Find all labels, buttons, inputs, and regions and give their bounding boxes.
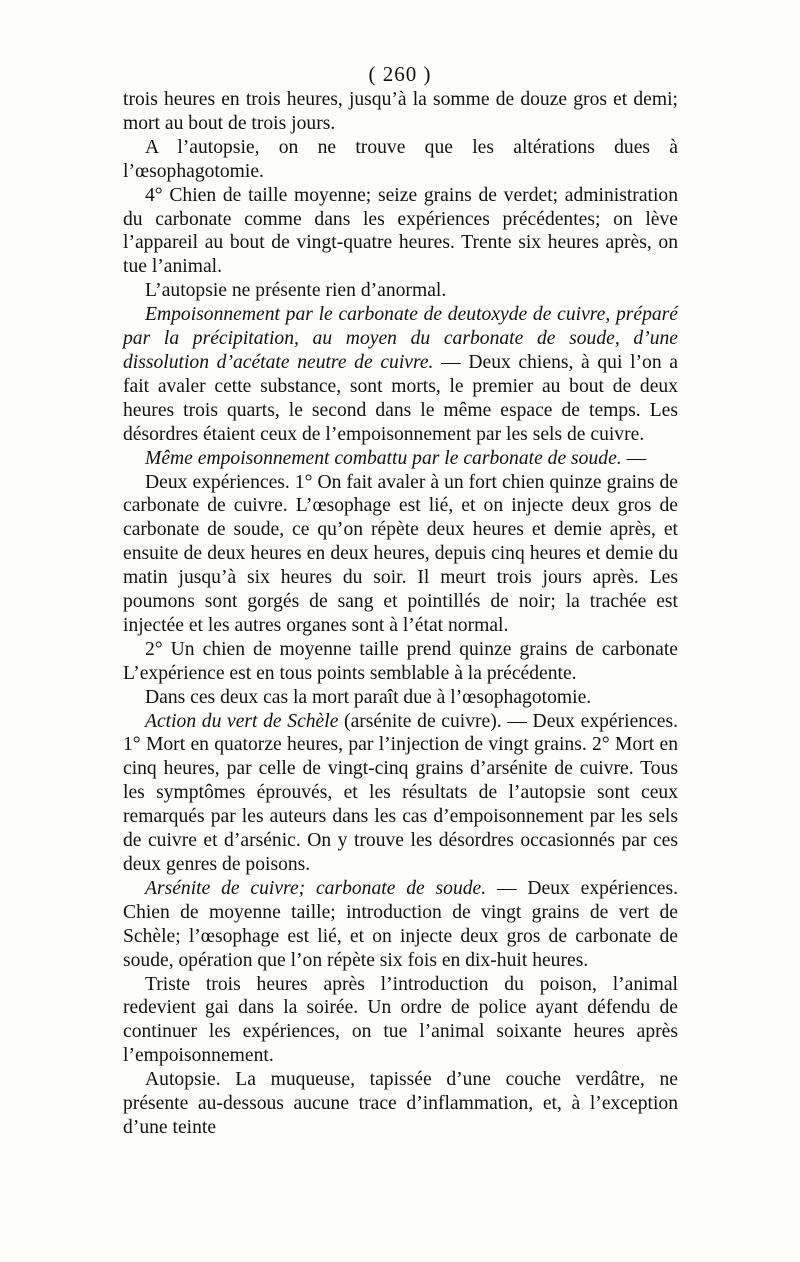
paragraph [123,471,678,638]
text-run: A l’autopsie, on ne trouve que les altérations dues à l’œsophagotomie. [123,136,678,182]
paragraph [123,710,678,877]
paragraph [123,1068,678,1140]
paragraph [123,136,678,184]
paragraph [123,877,678,973]
body-text [123,88,678,1140]
text-run: — Deux chiens, à qui l’on a fait avaler cette substance, sont morts, le premier au bout de deux heures trois quarts, le second dans le même espace de temps. Les désordres étaient ceux de l’empoisonnement par les sels de cuivre. [123,351,678,445]
text-run: (arsénite de cuivre). — Deux expériences. 1° Mort en quatorze heures, par l’injection de vingt grains. 2° Mort en cinq heures, par celle de vingt-cinq grains d’arsénite de cuivre. Tous les symptômes éprouvés, et les résultats de l’autopsie sont ceux remarqués par les auteurs dans les cas d’empoisonnement par les sels de cuivre et d’arsénic. On y trouve les désordres occasionnés par ces deux genres de poisons. [123,710,678,875]
paragraph [123,447,678,471]
text-run: Triste trois heures après l’introduction du poison, l’animal redevient gai dans la soirée. Un ordre de police ayant défendu de continuer les expériences, on tue l’animal soixante heures après l’empoisonnement. [123,973,678,1067]
text-run: 2° Un chien de moyenne taille prend quinze grains de carbonate L’expérience est en tous points semblable à la précédente. [123,638,678,684]
italic-heading: Action du vert de Schèle [145,710,339,732]
italic-heading: Arsénite de cuivre; carbonate de soude. [145,877,487,899]
paragraph [123,279,678,303]
paragraph [123,686,678,710]
text-run: trois heures en trois heures, jusqu’à la somme de douze gros et demi; mort au bout de trois jours. [123,89,678,134]
text-run: Dans ces deux cas la mort paraît due à l’œsophagotomie. [145,686,592,708]
italic-heading: Même empoisonnement combattu par le carbonate de soude. [145,447,622,469]
text-run: Autopsie. La muqueuse, tapissée d’une couche verdâtre, ne présente au-dessous aucune trace d’inflammation, et, à l’exception d’une teinte [123,1069,678,1138]
text-run: — Deux expériences. Chien de moyenne taille; introduction de vingt grains de vert de Schèle; l’œsophage est lié, et on injecte deux gros de carbonate de soude, opération que l’on répète six fois en dix-huit heures. [123,877,678,971]
text-run: Deux expériences. 1° On fait avaler à un fort chien quinze grains de carbonate de cuivre. L’œsophage est lié, et on injecte deux gros de carbonate de soude, ce qu’on répète deux heures et demie après, et ensuite de deux heures en deux heures, depuis cinq heures et demie du matin jusqu’à six heures du soir. Il meurt trois jours après. Les poumons sont gorgés de sang et pointillés de noir; la trachée est injectée et les autres organes sont à l’état normal. [123,471,678,636]
paragraph [123,88,678,136]
text-run: — [621,447,647,469]
paragraph [123,973,678,1069]
text-run: L’autopsie ne présente rien d’anormal. [145,280,447,302]
paragraph [123,303,678,446]
italic-heading: Empoisonnement par le carbonate de deutoxyde de cuivre, préparé par la précipitation, au moyen du carbonate de soude, d’une dissolution d’acétate neutre de cuivre. [123,304,678,373]
paragraph [123,638,678,686]
paragraph [123,184,678,280]
text-run: 4° Chien de taille moyenne; seize grains de verdet; administration du carbonate comme dans les expériences précédentes; on lève l’appareil au bout de vingt-quatre heures. Trente six heures après, on tue l’animal. [123,184,678,278]
page-number: ( 260 ) [368,62,432,86]
